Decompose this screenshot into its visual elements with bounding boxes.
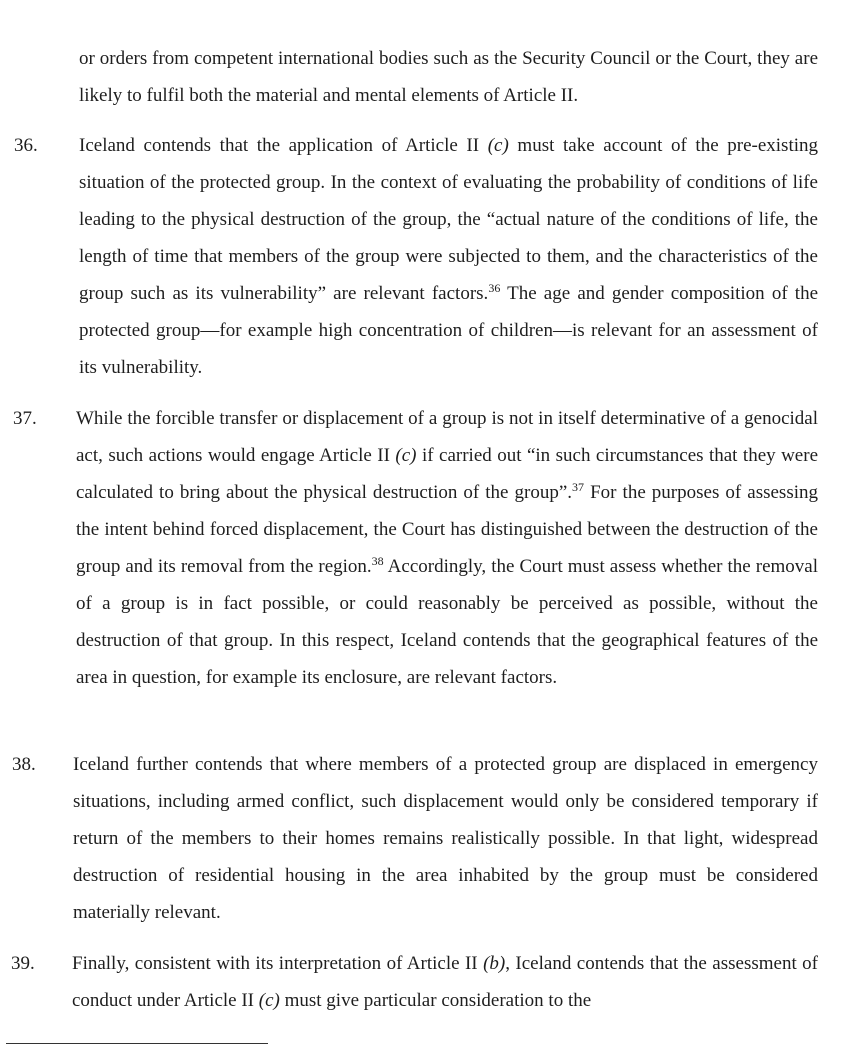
paragraph-37-text-2: if carried out “in such circumstances that they were calculated to bring about the physical destruction of the group”. (76, 445, 819, 503)
paragraph-37-text-1: While the forcible transfer or displacement of a group is not in itself determinative of a genocidal act, such actions would engage Article II (76, 408, 818, 466)
footnote-ref-38: 38 (371, 554, 384, 568)
paragraph-39 (72, 945, 818, 1019)
article-ref-italic: (b) (483, 953, 506, 974)
paragraph-39-text-3: must give particular consideration to the (279, 990, 592, 1011)
paragraph-36-text-2: must take account of the pre-existing situation of the protected group. In the context of evaluating the probability of conditions of life leading to the physical destruction of the group, the “actual nature of the conditions of life, the length of time that members of the group were subjected to them, and the characteristics of the group such as its vulnerability” are relevant factors. (79, 135, 819, 304)
paragraph-number-37: 37. (13, 408, 37, 429)
article-ref-italic: (c) (258, 990, 280, 1011)
paragraph-number-38: 38. (12, 754, 36, 775)
article-ref-italic: (c) (487, 135, 509, 156)
continuation-text: or orders from competent international bodies such as the Security Council or the Court, they are likely to fulfil both the material and mental elements of Article II. (79, 48, 818, 106)
paragraph-38-text: Iceland further contends that where members of a protected group are displaced in emergency situations, including armed conflict, such displacement would only be considered temporary if return of the members to their homes remains realistically possible. In that light, widespread destruction of residential housing in the area inhabited by the group must be considered materially relevant. (73, 754, 818, 923)
continuation-paragraph (79, 40, 818, 114)
footnote-ref-37: 37 (572, 480, 585, 494)
paragraph-37-text-3: For the purposes of assessing the intent behind forced displacement, the Court has distinguished between the destruction of the group and its removal from the region. (76, 482, 818, 577)
paragraph-36 (79, 127, 818, 386)
paragraph-37-text-4: Accordingly, the Court must assess whether the removal of a group is in fact possible, or could reasonably be perceived as possible, without the destruction of that group. In this respect, Iceland contends that the geographical features of the area in question, for example its enclosure, are relevant factors. (76, 556, 819, 688)
paragraph-37 (76, 400, 818, 696)
paragraph-36-text-3: The age and gender composition of the protected group—for example high concentration of children—is relevant for an assessment of its vulnerability. (79, 283, 819, 378)
article-ref-italic: (c) (395, 445, 417, 466)
paragraph-39-text-2: , Iceland contends that the assessment of conduct under Article II (72, 953, 818, 1011)
paragraph-number-36: 36. (14, 135, 38, 156)
footnote-ref-36: 36 (488, 281, 501, 295)
paragraph-36-text-1: Iceland contends that the application of Article II (79, 135, 488, 156)
footnote-separator (6, 1043, 268, 1044)
paragraph-38 (73, 746, 818, 931)
paragraph-39-text-1: Finally, consistent with its interpretation of Article II (72, 953, 484, 974)
paragraph-number-39: 39. (11, 953, 35, 974)
